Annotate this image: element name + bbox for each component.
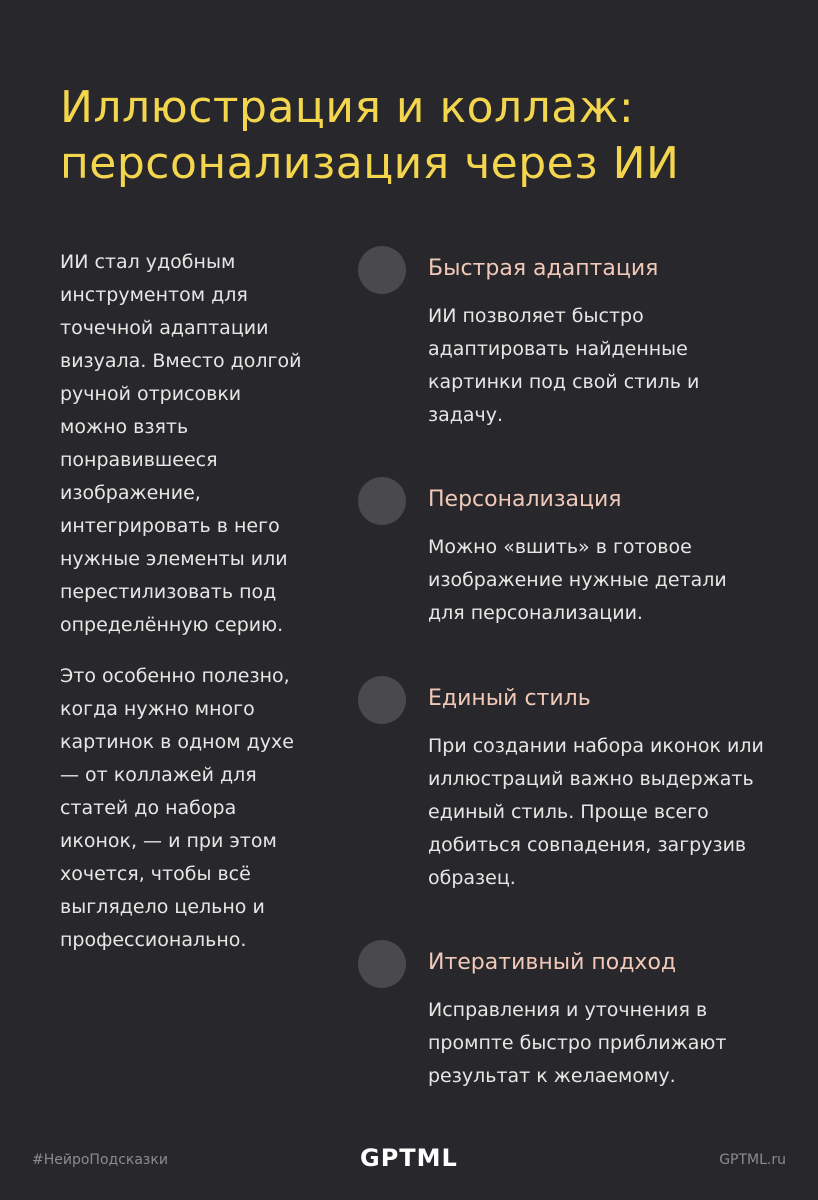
feature-description: ИИ позволяет быстро адаптировать найденные картинки под свой стиль и задачу. (428, 305, 700, 426)
intro-paragraph-1: ИИ стал удобным инструментом для точечной адаптации визуала. Вместо долгой ручной отрисовки можно взять понравившееся изображение, интегрировать в него нужные элементы или перестилизовать под определённую серию. (60, 251, 302, 636)
circle-icon (358, 477, 406, 525)
logo: GPTML (360, 1144, 458, 1172)
feature-title: Быстрая адаптация (428, 256, 659, 281)
feature-description: При создании набора иконок или иллюстраций важно выдержать единый стиль. Проще всего добиться совпадения, загрузив образец. (428, 735, 764, 889)
feature-title: Единый стиль (428, 686, 591, 711)
circle-icon (358, 246, 406, 294)
feature-title: Итеративный подход (428, 950, 677, 975)
circle-icon (358, 940, 406, 988)
site-link[interactable]: GPTML.ru (719, 1152, 786, 1168)
feature-description: Исправления и уточнения в промпте быстро приближают результат к желаемому. (428, 999, 727, 1087)
intro-paragraph-2: Это особенно полезно, когда нужно много картинок в одном духе — от коллажей для статей до набора иконок, — и при этом хочется, чтобы всё выглядело цельно и профессионально. (60, 665, 294, 951)
feature-description: Можно «вшить» в готовое изображение нужные детали для персонализации. (428, 536, 727, 624)
intro-text (60, 246, 305, 975)
feature-title: Персонализация (428, 487, 622, 512)
hashtag: #НейроПодсказки (32, 1152, 168, 1168)
circle-icon (358, 676, 406, 724)
page-title: Иллюстрация и коллаж: персонализация через ИИ (60, 82, 680, 189)
